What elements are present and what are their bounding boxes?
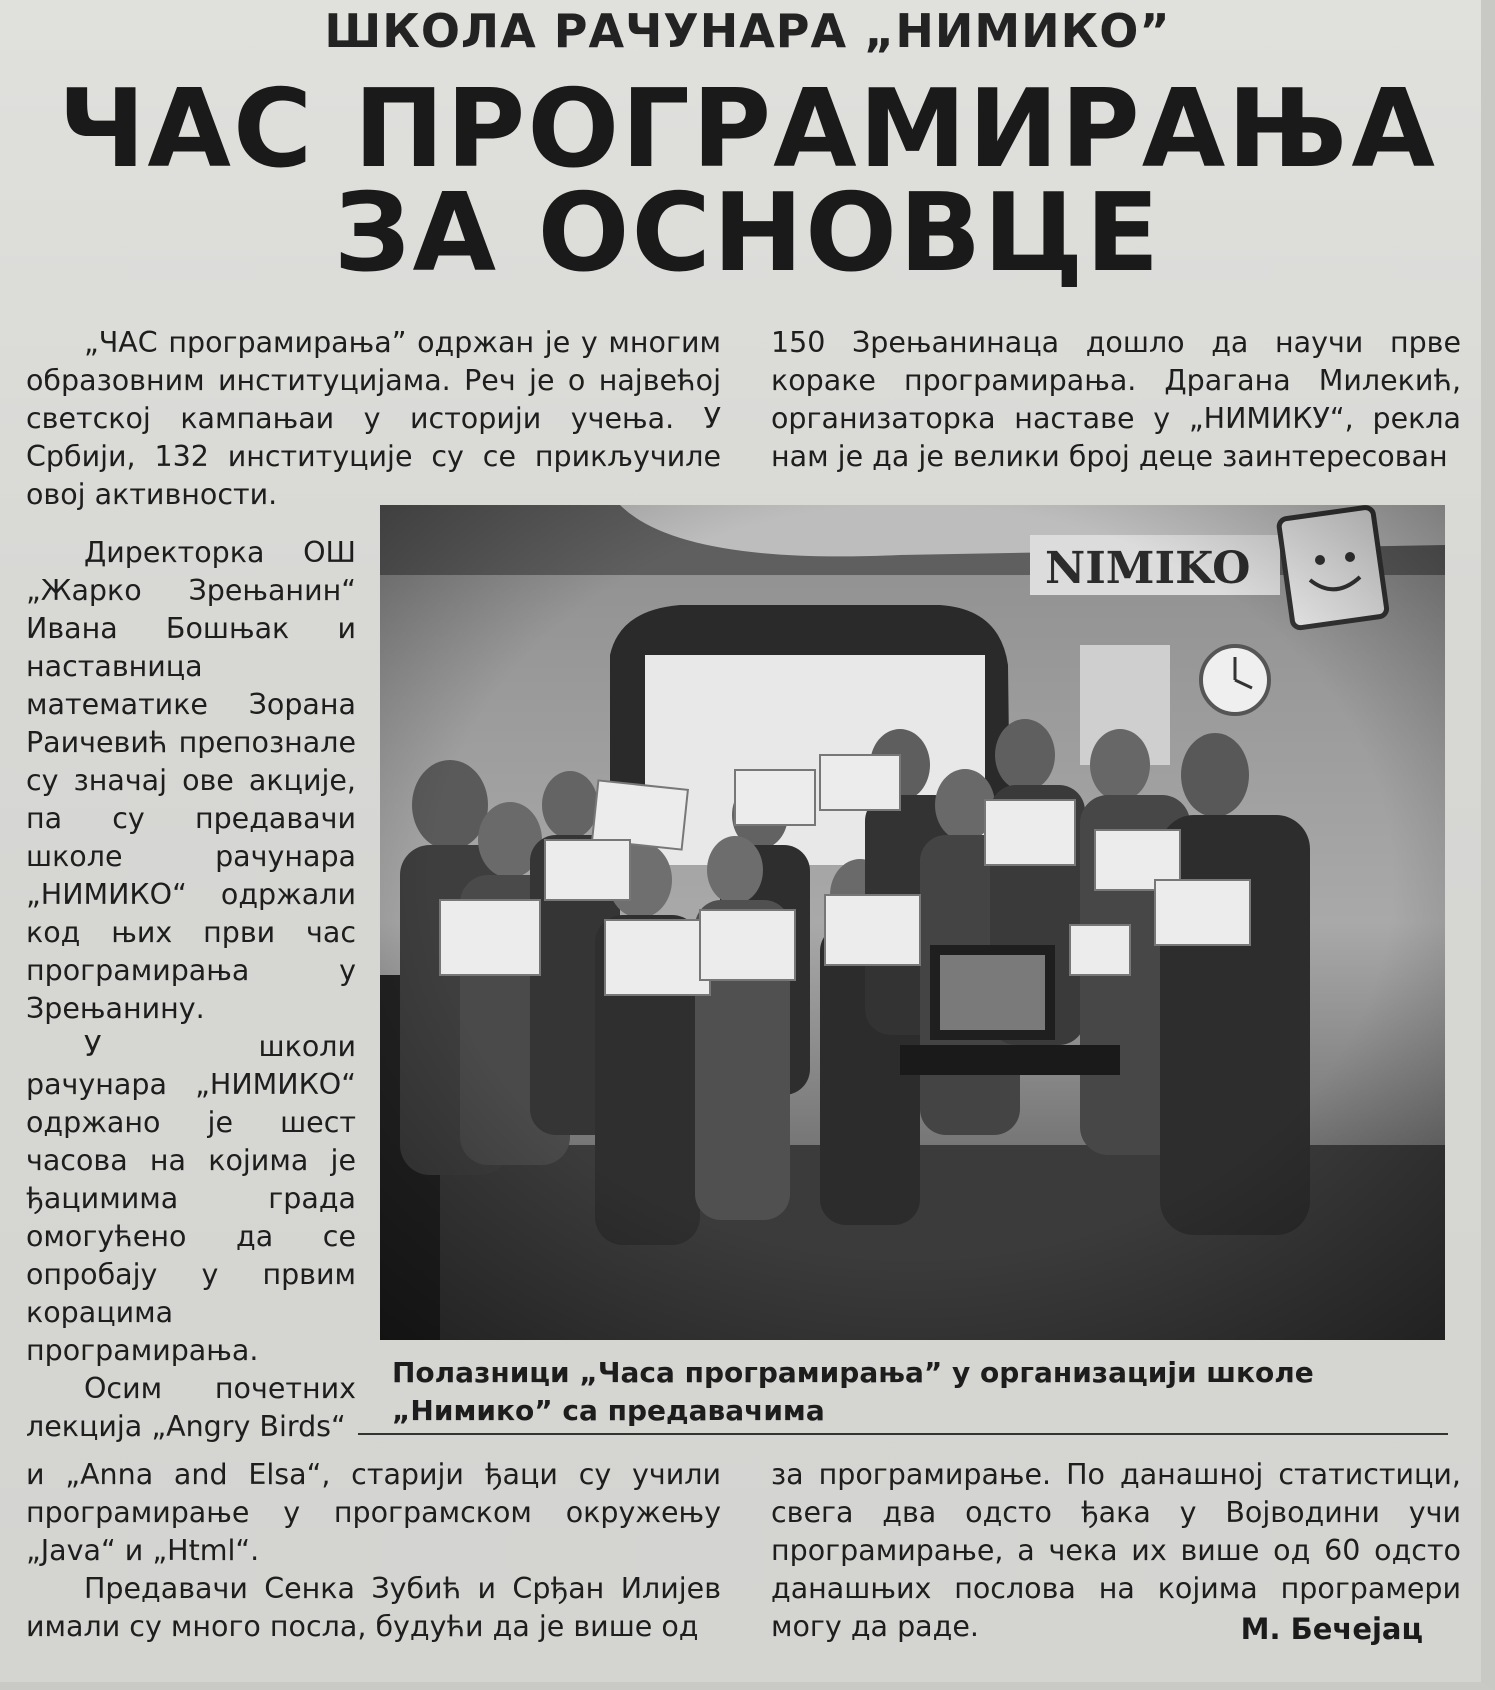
- divider-rule: [358, 1433, 1448, 1435]
- headline-line-2: ЗА ОСНОВЦЕ: [333, 171, 1162, 296]
- paragraph: У школи рачунара „НИМИКО“ одржано је шест часова на којима је ђацимима града омогућено да се опробају у првим корацима програмирања.: [26, 1030, 356, 1367]
- photo-caption: Полазници „Часа програмирања” у организацији школе „Нимико” са предавачима: [392, 1356, 1314, 1427]
- paragraph: „ЧАС програмирања” одржан је у многим образовним институцијама. Реч је о највећој светској кампањаи у историји учења. У Србији, 132 институције су се прикључиле овој активности.: [26, 326, 721, 511]
- paragraph: Директорка ОШ „Жарко Зрењанин“ Ивана Бошњак и наставница математике Зорана Раичевић препознале су значај ове акције, па су предавачи школе рачунара „НИМИКО“ одржали код њих први час програмирања у Зрењанину.: [26, 536, 356, 1025]
- article-headline: [0, 67, 1495, 296]
- article-photo: [380, 505, 1445, 1340]
- paragraph: Предавачи Сенка Зубић и Срђан Илијев имали су много посла, будући да је више од: [26, 1572, 721, 1643]
- paragraph: и „Anna and Elsa“, старији ђаци су учили програмирање у програмском окружењу „Java“ и „Html“.: [26, 1458, 721, 1567]
- classroom-photo-image: [380, 505, 1445, 1340]
- column-narrow: [26, 534, 356, 1446]
- paragraph: 150 Зрењанинаца дошло да научи прве кораке програмирања. Драгана Милекић, организаторка наставе у „НИМИКУ“, рекла нам је да је велики број деце заинтересован: [771, 326, 1461, 473]
- paragraph: Осим почетних лекција „Angry Birds“: [26, 1372, 356, 1443]
- paragraph: за програмирање. По данашној статистици, свега два одсто ђака у Војводини учи програмирање, а чека их више од 60 одсто данашњих послова на којима програмери могу да раде.: [771, 1458, 1461, 1643]
- headline-line-1: ЧАС ПРОГРАМИРАЊА: [58, 67, 1437, 192]
- column-left-bottom: [26, 1456, 721, 1646]
- column-left-top: [26, 324, 721, 514]
- column-right-top: [771, 324, 1461, 476]
- author-byline: М. Бечејац: [1240, 1612, 1423, 1646]
- article-kicker: ШКОЛА РАЧУНАРА „НИМИКО”: [324, 4, 1171, 58]
